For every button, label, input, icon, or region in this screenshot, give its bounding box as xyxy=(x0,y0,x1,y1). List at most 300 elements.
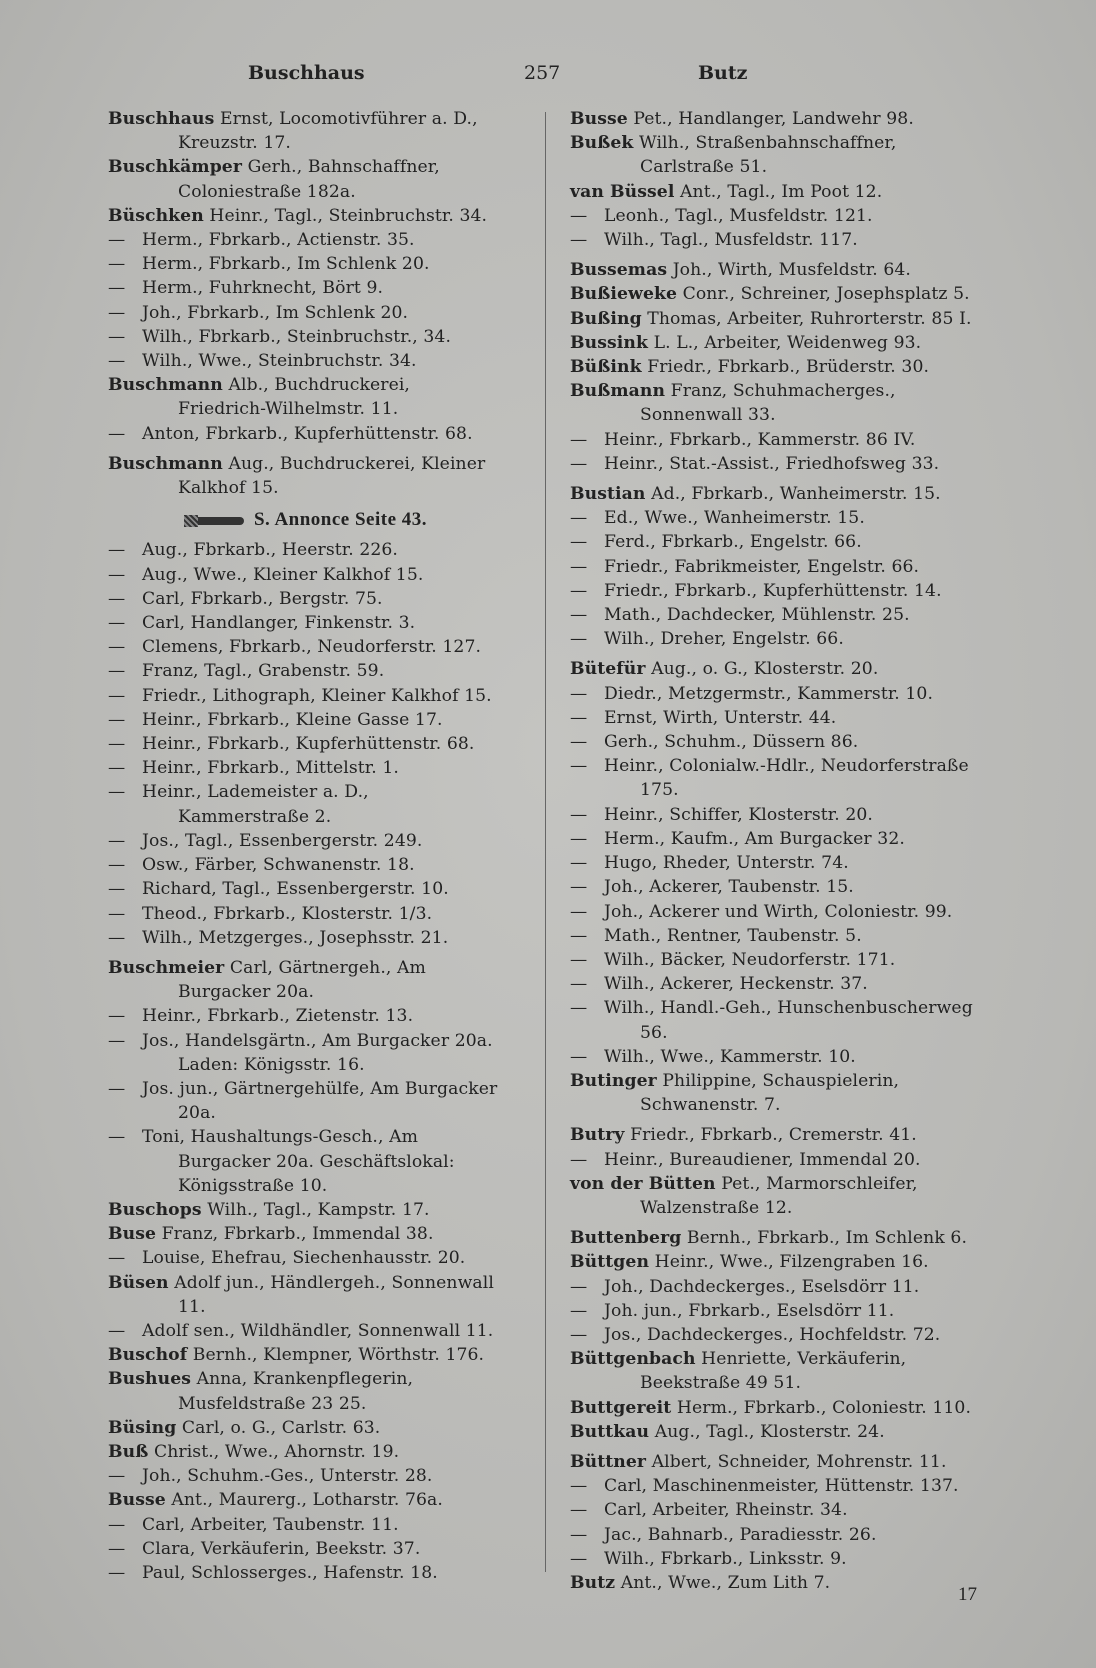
repeat-dash: — xyxy=(570,508,588,529)
repeat-dash: — xyxy=(570,629,588,650)
entry-details: Joh. jun., Fbrkarb., Eselsdörr 11. xyxy=(604,1300,895,1321)
entry-details: Wilh., Ackerer, Heckenstr. 37. xyxy=(604,974,868,995)
entry-details: Friedr., Fbrkarb., Brüderstr. 30. xyxy=(641,357,930,378)
sub-entry xyxy=(570,228,995,252)
entry-details: Wilh., Metzgerges., Josephsstr. 21. xyxy=(142,927,449,948)
directory-entry xyxy=(570,307,995,331)
directory-entry xyxy=(570,1420,995,1444)
repeat-dash: — xyxy=(570,230,588,251)
repeat-dash: — xyxy=(108,855,126,876)
entry-details: Joh., Ackerer, Taubenstr. 15. xyxy=(604,877,854,898)
sub-entry xyxy=(108,1246,503,1270)
entry-details: Paul, Schlosserges., Hafenstr. 18. xyxy=(142,1562,438,1583)
entry-details: Diedr., Metzgermstr., Kammerstr. 10. xyxy=(604,683,934,704)
sub-entry xyxy=(108,902,503,926)
signature-number: 17 xyxy=(958,1584,977,1605)
entry-details: Wilh., Tagl., Musfeldstr. 117. xyxy=(604,230,858,251)
sub-entry xyxy=(570,803,995,827)
directory-entry xyxy=(570,1250,995,1274)
entry-details: Heinr., Wwe., Filzengraben 16. xyxy=(649,1252,929,1273)
sub-entry xyxy=(108,926,503,950)
sub-entry xyxy=(570,900,995,924)
sub-entry xyxy=(570,1148,995,1172)
surname: Büßink xyxy=(570,357,642,378)
entry-details: Franz, Schuhmacherges., Sonnenwall 33. xyxy=(640,381,896,426)
entry-details: Friedr., Lithograph, Kleiner Kalkhof 15. xyxy=(142,685,492,706)
entry-details: Heinr., Stat.-Assist., Friedhofsweg 33. xyxy=(604,453,940,474)
entry-details: Friedr., Fbrkarb., Kupferhüttenstr. 14. xyxy=(604,580,942,601)
entry-details: Heinr., Bureaudiener, Immendal 20. xyxy=(604,1149,921,1170)
directory-entry xyxy=(108,452,503,500)
surname: Butry xyxy=(570,1125,625,1146)
sub-entry xyxy=(108,422,503,446)
directory-entry xyxy=(108,1416,503,1440)
repeat-dash: — xyxy=(108,734,126,755)
surname: Buttenberg xyxy=(570,1228,682,1249)
sub-entry xyxy=(108,780,503,828)
surname: Büttgen xyxy=(570,1252,650,1273)
sub-entry xyxy=(108,1537,503,1561)
left-column xyxy=(108,107,503,1585)
entry-details: Joh., Fbrkarb., Im Schlenk 20. xyxy=(142,302,409,323)
sub-entry xyxy=(570,555,995,579)
directory-entry xyxy=(570,282,995,306)
entry-details: Jos., Dachdeckerges., Hochfeldstr. 72. xyxy=(604,1324,941,1345)
directory-entry xyxy=(570,331,995,355)
entry-details: Clara, Verkäuferin, Beekstr. 37. xyxy=(142,1538,421,1559)
surname: von der Bütten xyxy=(570,1173,716,1194)
entry-details: Joh., Wirth, Musfeldstr. 64. xyxy=(667,260,912,281)
surname: Buschof xyxy=(108,1345,188,1366)
repeat-dash: — xyxy=(108,637,126,658)
directory-entry xyxy=(108,204,503,228)
sub-entry xyxy=(570,1498,995,1522)
entry-details: Heinr., Schiffer, Klosterstr. 20. xyxy=(604,804,873,825)
entry-details: Wilh., Wwe., Kammerstr. 10. xyxy=(604,1046,856,1067)
directory-entry xyxy=(570,657,995,681)
entry-details: Carl, Fbrkarb., Bergstr. 75. xyxy=(142,588,383,609)
entry-details: Osw., Färber, Schwanenstr. 18. xyxy=(142,855,415,876)
page-header xyxy=(0,62,1096,92)
entry-details: Anna, Krankenpflegerin, Musfeldstraße 23 25. xyxy=(178,1369,414,1414)
page-number: 257 xyxy=(524,62,561,84)
sub-entry xyxy=(570,851,995,875)
entry-details: Ferd., Fbrkarb., Engelstr. 66. xyxy=(604,532,862,553)
repeat-dash: — xyxy=(108,1538,126,1559)
surname: Bußieweke xyxy=(570,284,678,305)
entry-details: Ernst, Wirth, Unterstr. 44. xyxy=(604,707,837,728)
sub-entry xyxy=(570,682,995,706)
entry-details: L. L., Arbeiter, Weidenweg 93. xyxy=(648,332,922,353)
entry-details: Heinr., Colonialw.-Hdlr., Neudorferstraße 175. xyxy=(604,756,969,801)
repeat-dash: — xyxy=(108,1127,126,1148)
directory-entry xyxy=(108,1488,503,1512)
entry-details: Herm., Kaufm., Am Burgacker 32. xyxy=(604,828,905,849)
sub-entry xyxy=(108,1319,503,1343)
repeat-dash: — xyxy=(108,685,126,706)
surname: van Büssel xyxy=(570,181,675,202)
repeat-dash: — xyxy=(570,974,588,995)
repeat-dash: — xyxy=(108,1514,126,1535)
sub-entry xyxy=(108,228,503,252)
sub-entry xyxy=(108,684,503,708)
sub-entry xyxy=(108,587,503,611)
entry-details: Albert, Schneider, Mohrenstr. 11. xyxy=(646,1451,947,1472)
directory-entry xyxy=(108,1222,503,1246)
entry-details: Carl, Handlanger, Finkenstr. 3. xyxy=(142,613,416,634)
repeat-dash: — xyxy=(108,1562,126,1583)
repeat-dash: — xyxy=(108,1466,126,1487)
entry-details: Heinr., Fbrkarb., Kupferhüttenstr. 68. xyxy=(142,734,475,755)
repeat-dash: — xyxy=(570,532,588,553)
entry-details: Wilh., Straßenbahnschaffner, Carlstraße 51. xyxy=(633,133,897,178)
directory-entry xyxy=(570,1226,995,1250)
repeat-dash: — xyxy=(570,429,588,450)
sub-entry xyxy=(108,252,503,276)
surname: Busse xyxy=(108,1490,166,1511)
sub-entry xyxy=(570,530,995,554)
sub-entry xyxy=(108,563,503,587)
entry-details: Heinr., Fbrkarb., Zietenstr. 13. xyxy=(142,1006,414,1027)
surname: Büsing xyxy=(108,1417,177,1438)
directory-entry xyxy=(570,258,995,282)
sub-entry xyxy=(108,708,503,732)
directory-entry xyxy=(108,1198,503,1222)
sub-entry xyxy=(108,611,503,635)
surname: Buttkau xyxy=(570,1421,650,1442)
surname: Büttgenbach xyxy=(570,1349,696,1370)
entry-details: Pet., Marmorschleifer, Walzenstraße 12. xyxy=(640,1173,918,1218)
annonce-text: S. Annonce Seite 43. xyxy=(253,509,428,531)
pointing-hand-icon xyxy=(184,514,244,528)
entry-details: Aug., o. G., Klosterstr. 20. xyxy=(645,659,879,680)
entry-details: Herm., Fbrkarb., Coloniestr. 110. xyxy=(671,1397,972,1418)
surname: Büsen xyxy=(108,1272,169,1293)
repeat-dash: — xyxy=(570,804,588,825)
repeat-dash: — xyxy=(108,879,126,900)
repeat-dash: — xyxy=(570,1524,588,1545)
entry-details: Heinr., Fbrkarb., Kammerstr. 86 IV. xyxy=(604,429,916,450)
directory-entry xyxy=(108,1271,503,1319)
repeat-dash: — xyxy=(108,254,126,275)
repeat-dash: — xyxy=(108,540,126,561)
surname: Buschmann xyxy=(108,375,223,396)
entry-details: Anton, Fbrkarb., Kupferhüttenstr. 68. xyxy=(142,423,473,444)
surname: Bußmann xyxy=(570,381,666,402)
sub-entry xyxy=(108,659,503,683)
sub-entry xyxy=(570,972,995,996)
entry-details: Aug., Buchdruckerei, Kleiner Kalkhof 15. xyxy=(178,453,486,499)
entry-details: Franz, Fbrkarb., Immendal 38. xyxy=(156,1224,434,1245)
sub-entry xyxy=(570,754,995,802)
surname: Buschmann xyxy=(108,453,223,474)
entry-details: Herm., Fbrkarb., Im Schlenk 20. xyxy=(142,254,430,275)
entry-details: Wilh., Fbrkarb., Steinbruchstr., 34. xyxy=(142,326,452,347)
sub-entry xyxy=(108,1125,503,1198)
directory-entry xyxy=(570,482,995,506)
entry-details: Heinr., Tagl., Steinbruchstr. 34. xyxy=(203,205,488,226)
repeat-dash: — xyxy=(570,1324,588,1345)
repeat-dash: — xyxy=(108,278,126,299)
surname: Büttner xyxy=(570,1451,647,1472)
repeat-dash: — xyxy=(570,828,588,849)
entry-details: Friedr., Fbrkarb., Cremerstr. 41. xyxy=(624,1125,917,1146)
sub-entry xyxy=(108,276,503,300)
repeat-dash: — xyxy=(570,580,588,601)
sub-entry xyxy=(570,204,995,228)
repeat-dash: — xyxy=(570,998,588,1019)
directory-entry xyxy=(570,379,995,427)
repeat-dash: — xyxy=(108,1248,126,1269)
sub-entry xyxy=(570,948,995,972)
repeat-dash: — xyxy=(570,683,588,704)
repeat-dash: — xyxy=(108,927,126,948)
entry-details: Clemens, Fbrkarb., Neudorferstr. 127. xyxy=(142,637,482,658)
repeat-dash: — xyxy=(570,901,588,922)
entry-details: Bernh., Fbrkarb., Im Schlenk 6. xyxy=(681,1228,968,1249)
repeat-dash: — xyxy=(108,709,126,730)
sub-entry xyxy=(570,1474,995,1498)
surname: Buß xyxy=(108,1441,149,1462)
surname: Bussemas xyxy=(570,260,668,281)
surname: Büschken xyxy=(108,205,204,226)
sub-entry xyxy=(570,579,995,603)
repeat-dash: — xyxy=(570,556,588,577)
sub-entry xyxy=(108,301,503,325)
directory-entry xyxy=(570,107,995,131)
sub-entry xyxy=(108,1561,503,1585)
entry-details: Carl, Arbeiter, Rheinstr. 34. xyxy=(604,1500,848,1521)
entry-details: Toni, Haushaltungs-Gesch., Am Burgacker 20a. Geschäftslokal: Königsstraße 10. xyxy=(142,1127,455,1196)
entry-details: Math., Rentner, Taubenstr. 5. xyxy=(604,925,862,946)
entry-details: Friedr., Fabrikmeister, Engelstr. 66. xyxy=(604,556,920,577)
entry-details: Joh., Schuhm.-Ges., Unterstr. 28. xyxy=(142,1466,433,1487)
sub-entry xyxy=(108,1513,503,1537)
annonce-reference xyxy=(108,508,503,532)
surname: Busse xyxy=(570,109,628,129)
sub-entry xyxy=(108,1004,503,1028)
repeat-dash: — xyxy=(570,205,588,226)
entry-details: Wilh., Dreher, Engelstr. 66. xyxy=(604,629,844,650)
entry-details: Joh., Ackerer und Wirth, Coloniestr. 99. xyxy=(604,901,953,922)
entry-details: Carl, Arbeiter, Taubenstr. 11. xyxy=(142,1514,399,1535)
directory-entry xyxy=(570,355,995,379)
entry-details: Christ., Wwe., Ahornstr. 19. xyxy=(148,1441,400,1462)
entry-details: Adolf jun., Händlergeh., Sonnenwall 11. xyxy=(168,1272,494,1317)
sub-entry xyxy=(570,924,995,948)
repeat-dash: — xyxy=(108,588,126,609)
entry-details: Aug., Wwe., Kleiner Kalkhof 15. xyxy=(142,564,424,585)
surname: Buse xyxy=(108,1224,157,1245)
repeat-dash: — xyxy=(570,877,588,898)
entry-details: Gerh., Bahnschaffner, Coloniestraße 182a. xyxy=(178,157,440,202)
repeat-dash: — xyxy=(570,925,588,946)
column-divider xyxy=(545,112,546,1572)
entry-details: Aug., Fbrkarb., Heerstr. 226. xyxy=(142,540,398,561)
entry-details: Wilh., Handl.-Geh., Hunschenbuscherweg 56. xyxy=(604,998,973,1043)
entry-details: Wilh., Tagl., Kampstr. 17. xyxy=(201,1199,430,1220)
entry-details: Heinr., Fbrkarb., Mittelstr. 1. xyxy=(142,758,399,779)
repeat-dash: — xyxy=(570,732,588,753)
entry-details: Franz, Tagl., Grabenstr. 59. xyxy=(142,661,385,682)
right-column xyxy=(570,107,995,1595)
entry-details: Leonh., Tagl., Musfeldstr. 121. xyxy=(604,205,873,226)
surname: Butz xyxy=(570,1572,616,1593)
entry-details: Carl, Maschinenmeister, Hüttenstr. 137. xyxy=(604,1476,959,1497)
repeat-dash: — xyxy=(108,613,126,634)
surname: Buschhaus xyxy=(108,109,215,129)
entry-details: Joh., Dachdeckerges., Eselsdörr 11. xyxy=(604,1276,920,1297)
entry-details: Wilh., Fbrkarb., Linksstr. 9. xyxy=(604,1548,847,1569)
repeat-dash: — xyxy=(108,423,126,444)
directory-entry xyxy=(108,1343,503,1367)
surname: Bustian xyxy=(570,484,646,505)
entry-details: Hugo, Rheder, Unterstr. 74. xyxy=(604,853,849,874)
surname: Buschops xyxy=(108,1199,202,1220)
surname: Bußek xyxy=(570,133,634,154)
entry-details: Wilh., Bäcker, Neudorferstr. 171. xyxy=(604,949,896,970)
sub-entry xyxy=(570,730,995,754)
header-right-keyword: Butz xyxy=(698,62,748,84)
sub-entry xyxy=(570,1547,995,1571)
repeat-dash: — xyxy=(108,1078,126,1099)
directory-entry xyxy=(108,956,503,1004)
entry-details: Adolf sen., Wildhändler, Sonnenwall 11. xyxy=(142,1320,494,1341)
entry-details: Ant., Tagl., Im Poot 12. xyxy=(674,181,883,202)
entry-details: Ad., Fbrkarb., Wanheimerstr. 15. xyxy=(645,484,941,505)
repeat-dash: — xyxy=(570,1548,588,1569)
repeat-dash: — xyxy=(570,1046,588,1067)
sub-entry xyxy=(108,829,503,853)
sub-entry xyxy=(108,325,503,349)
entry-details: Bernh., Klempner, Wörthstr. 176. xyxy=(187,1345,485,1366)
surname: Bussink xyxy=(570,332,649,353)
entry-details: Heinr., Fbrkarb., Kleine Gasse 17. xyxy=(142,709,443,730)
sub-entry xyxy=(108,853,503,877)
directory-entry xyxy=(570,1172,995,1220)
repeat-dash: — xyxy=(108,351,126,372)
directory-entry xyxy=(108,155,503,203)
sub-entry xyxy=(570,1523,995,1547)
directory-entry xyxy=(570,1347,995,1395)
entry-details: Herm., Fuhrknecht, Bört 9. xyxy=(142,278,384,299)
repeat-dash: — xyxy=(108,302,126,323)
entry-details: Ed., Wwe., Wanheimerstr. 15. xyxy=(604,508,865,529)
directory-entry xyxy=(108,107,503,155)
entry-details: Ant., Wwe., Zum Lith 7. xyxy=(615,1572,831,1593)
entry-details: Carl, o. G., Carlstr. 63. xyxy=(176,1417,381,1438)
repeat-dash: — xyxy=(108,326,126,347)
repeat-dash: — xyxy=(108,1320,126,1341)
repeat-dash: — xyxy=(108,1030,126,1051)
sub-entry xyxy=(570,428,995,452)
sub-entry xyxy=(570,1299,995,1323)
sub-entry xyxy=(108,1464,503,1488)
sub-entry xyxy=(108,1029,503,1077)
sub-entry xyxy=(570,875,995,899)
directory-entry xyxy=(570,1571,995,1595)
entry-details: Henriette, Verkäuferin, Beekstraße 49 51. xyxy=(640,1349,907,1394)
entry-details: Ant., Maurerg., Lotharstr. 76a. xyxy=(165,1490,443,1511)
surname: Buschkämper xyxy=(108,157,243,178)
entry-details: Conr., Schreiner, Josephsplatz 5. xyxy=(677,284,970,305)
entry-details: Herm., Fbrkarb., Actienstr. 35. xyxy=(142,230,415,251)
repeat-dash: — xyxy=(108,903,126,924)
repeat-dash: — xyxy=(108,230,126,251)
header-left-keyword: Buschhaus xyxy=(248,62,365,84)
entry-details: Alb., Buchdruckerei, Friedrich-Wilhelmstr. 11. xyxy=(178,375,410,420)
entry-details: Jos., Tagl., Essenbergerstr. 249. xyxy=(142,830,423,851)
sub-entry xyxy=(570,506,995,530)
repeat-dash: — xyxy=(570,605,588,626)
repeat-dash: — xyxy=(108,1006,126,1027)
entry-details: Theod., Fbrkarb., Klosterstr. 1/3. xyxy=(142,903,433,924)
entry-details: Gerh., Schuhm., Düssern 86. xyxy=(604,732,859,753)
entry-details: Carl, Gärtnergeh., Am Burgacker 20a. xyxy=(178,957,426,1003)
entry-details: Jac., Bahnarb., Paradiesstr. 26. xyxy=(604,1524,877,1545)
surname: Bußing xyxy=(570,308,642,329)
directory-entry xyxy=(570,1069,995,1117)
repeat-dash: — xyxy=(570,1500,588,1521)
surname: Butinger xyxy=(570,1070,657,1091)
surname: Bushues xyxy=(108,1369,192,1390)
entry-details: Louise, Ehefrau, Siechenhausstr. 20. xyxy=(142,1248,466,1269)
repeat-dash: — xyxy=(108,564,126,585)
repeat-dash: — xyxy=(108,661,126,682)
repeat-dash: — xyxy=(570,853,588,874)
repeat-dash: — xyxy=(570,1476,588,1497)
sub-entry xyxy=(108,538,503,562)
directory-entry xyxy=(108,1440,503,1464)
surname: Buschmeier xyxy=(108,957,225,978)
entry-details: Thomas, Arbeiter, Ruhrorterstr. 85 I. xyxy=(641,308,972,329)
directory-entry xyxy=(108,1367,503,1415)
entry-details: Wilh., Wwe., Steinbruchstr. 34. xyxy=(142,351,417,372)
repeat-dash: — xyxy=(108,782,126,803)
sub-entry xyxy=(108,1077,503,1125)
sub-entry xyxy=(570,452,995,476)
directory-entry xyxy=(570,1450,995,1474)
surname: Buttgereit xyxy=(570,1397,672,1418)
sub-entry xyxy=(108,635,503,659)
sub-entry xyxy=(570,603,995,627)
directory-entry xyxy=(570,131,995,179)
sub-entry xyxy=(570,1323,995,1347)
directory-entry xyxy=(570,180,995,204)
entry-details: Math., Dachdecker, Mühlenstr. 25. xyxy=(604,605,910,626)
repeat-dash: — xyxy=(108,830,126,851)
entry-details: Heinr., Lademeister a. D., Kammerstraße 2. xyxy=(142,782,369,827)
entry-details: Aug., Tagl., Klosterstr. 24. xyxy=(649,1421,885,1442)
sub-entry xyxy=(570,996,995,1044)
sub-entry xyxy=(108,756,503,780)
directory-entry xyxy=(570,1396,995,1420)
sub-entry xyxy=(108,732,503,756)
surname: Bütefür xyxy=(570,659,646,680)
entry-details: Philippine, Schauspielerin, Schwanenstr. 7. xyxy=(640,1070,900,1116)
sub-entry xyxy=(570,706,995,730)
sub-entry xyxy=(570,627,995,651)
sub-entry xyxy=(570,1275,995,1299)
repeat-dash: — xyxy=(570,453,588,474)
entry-details: Pet., Handlanger, Landwehr 98. xyxy=(627,109,914,129)
repeat-dash: — xyxy=(570,1300,588,1321)
entry-details: Richard, Tagl., Essenbergerstr. 10. xyxy=(142,879,449,900)
sub-entry xyxy=(108,877,503,901)
repeat-dash: — xyxy=(570,949,588,970)
repeat-dash: — xyxy=(570,1149,588,1170)
directory-entry xyxy=(108,373,503,421)
